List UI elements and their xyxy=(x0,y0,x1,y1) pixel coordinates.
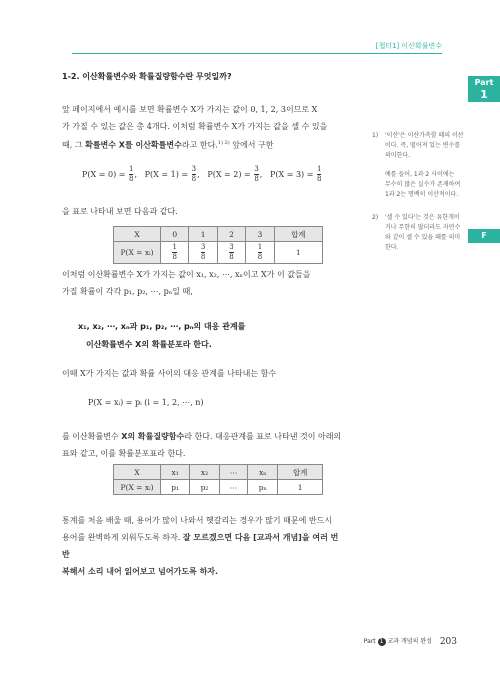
part-tab-number: 1 xyxy=(480,88,488,101)
para5-text-a: 를 이산확률변수 xyxy=(62,432,122,441)
definition-line2: 이산확률변수 X의 확률분포라 한다. xyxy=(86,340,212,349)
denominator: 8 xyxy=(316,175,322,183)
formula-item-1: P(X = 1) = $\frac{3}{8}$ , xyxy=(144,165,205,183)
note-body xyxy=(372,170,464,200)
probability-table xyxy=(113,226,323,264)
table-cell: 합계 xyxy=(278,465,323,480)
table-row-label: P(X = xᵢ) xyxy=(114,480,161,495)
side-note-1 xyxy=(372,131,464,161)
table-row xyxy=(114,242,323,264)
side-note-example xyxy=(372,170,464,200)
note-line: 예를 들어, 1과 2 사이에는 xyxy=(385,171,455,178)
table-cell xyxy=(189,242,217,264)
table-cell xyxy=(217,242,245,264)
para3-line1: 이처럼 이산확률변수 X가 가지는 값이 x₁, x₂, ⋯, xₙ이고 X가 이 값들을 xyxy=(62,270,311,279)
denominator: 8 xyxy=(257,253,263,261)
footer-part-number: 1 xyxy=(378,638,386,646)
note-line: 이다. 즉, 떨어져 있는 변수를 xyxy=(385,142,461,149)
part-tab xyxy=(468,76,500,102)
table-cell xyxy=(246,242,274,264)
table-row xyxy=(114,480,323,495)
note-body xyxy=(372,131,464,161)
para6-text-a: 용어를 완벽하게 외워두도록 하자. xyxy=(62,533,183,542)
denominator: 8 xyxy=(200,253,206,261)
pmf-formula: P(X = xᵢ) = pᵢ (i = 1, 2, ⋯, n) xyxy=(88,398,204,407)
footnote-ref: 1) 2) xyxy=(217,140,230,146)
note-number: 2) xyxy=(372,214,379,221)
para1-text-b: 라고 한다. xyxy=(181,140,218,150)
table-cell: X xyxy=(114,227,161,242)
para3-line2: 가질 확률이 각각 p₁, p₂, ⋯, pₙ일 때, xyxy=(62,287,193,296)
note-line: 거나 무한히 많더라도 자연수 xyxy=(385,224,461,231)
formula-lhs: P(X = 2) = xyxy=(207,169,254,179)
para6-line2 xyxy=(62,529,348,563)
footer-part-label: Part xyxy=(363,638,376,645)
numerator: 1 xyxy=(129,165,134,173)
numerator: 1 xyxy=(257,243,263,251)
fraction xyxy=(254,165,258,184)
denominator: 8 xyxy=(229,253,234,261)
fraction xyxy=(229,243,233,262)
fraction xyxy=(129,165,133,184)
paragraph-2: 을 표로 나타내 보면 다음과 같다. xyxy=(62,207,178,216)
definition-block xyxy=(78,318,245,354)
para1-line2: 가 가질 수 있는 값은 총 4개다. 이처럼 확률변수 X가 가지는 값을 셀 수 있을 xyxy=(62,122,328,131)
header-divider xyxy=(72,53,442,54)
table-header-row xyxy=(114,465,323,480)
table-cell: 0 xyxy=(161,227,189,242)
table-cell: X xyxy=(114,465,161,480)
side-note-2 xyxy=(372,213,464,253)
table-cell: 1 xyxy=(278,480,323,495)
para1-line1: 앞 페이지에서 예시를 보면 확률변수 X가 가지는 값이 0, 1, 2, 3이므로 X xyxy=(62,105,318,114)
note-body xyxy=(372,213,464,253)
para1-text-c: 앞에서 구한 xyxy=(229,140,274,150)
note-number: 1) xyxy=(372,132,379,139)
probability-distribution-table xyxy=(113,464,323,495)
note-line: 1과 2는 명백히 이산적이다. xyxy=(385,191,459,198)
numerator: 3 xyxy=(229,243,234,251)
fraction xyxy=(258,243,262,262)
table-cell: p₂ xyxy=(190,480,219,495)
table-cell: 1 xyxy=(274,242,322,264)
formula-item-0: P(X = 0) = $\frac{1}{8}$ , xyxy=(82,165,143,183)
page-number: 203 xyxy=(439,636,457,647)
para1-bold: 확률변수 X를 이산확률변수 xyxy=(85,140,182,150)
denominator: 8 xyxy=(254,175,259,183)
paragraph-4: 이때 X가 가지는 값과 확률 사이의 대응 관계를 나타내는 함수 xyxy=(62,369,277,378)
para6-bold-2: 복해서 소리 내어 읽어보고 넘어가도록 하자. xyxy=(62,567,219,576)
para6-line1: 통계를 처음 배울 때, 용어가 많이 나와서 헷갈리는 경우가 많기 때문에 반드시 xyxy=(62,516,333,525)
table-cell: p₁ xyxy=(161,480,190,495)
denominator: 8 xyxy=(172,253,177,261)
numerator: 1 xyxy=(172,243,177,251)
note-line: 와 같이 셀 수 있을 때를 의미 xyxy=(385,234,461,241)
table-cell: x₂ xyxy=(190,465,219,480)
note-line: 의미한다. xyxy=(385,152,411,159)
table-cell: 2 xyxy=(217,227,245,242)
fraction xyxy=(192,165,196,184)
numerator: 1 xyxy=(316,165,322,173)
footer-title: 교과 개념의 완성 xyxy=(387,638,432,645)
formula-lhs: P(X = 3) = xyxy=(269,169,316,179)
fraction xyxy=(172,243,176,262)
para6-bold: 잘 모르겠으면 다음 [교과서 개념]을 여러 번 반 xyxy=(62,533,339,559)
para1-line3 xyxy=(62,135,348,154)
formula-lhs: P(X = 0) = xyxy=(82,169,128,179)
para1-text-a: 때, 그 xyxy=(62,140,86,150)
para5-bold: X의 확률질량함수 xyxy=(121,432,185,441)
denominator: 8 xyxy=(191,175,197,183)
formula-lhs: P(X = 1) = xyxy=(144,169,191,179)
paragraph-1 xyxy=(62,101,348,154)
note-line: '셀 수 있다'는 것은 유한개이 xyxy=(385,214,460,221)
page-footer xyxy=(364,636,457,647)
note-line: 한다. xyxy=(385,244,399,251)
table-cell: 합계 xyxy=(274,227,322,242)
table-cell: 1 xyxy=(189,227,217,242)
note-line: 무수히 많은 실수가 존재하여 xyxy=(385,181,461,188)
formula-item-2: P(X = 2) = $\frac{3}{8}$ , xyxy=(207,165,268,183)
para5-line2: 표와 같고, 이를 확률분포표라 한다. xyxy=(62,449,186,458)
paragraph-5 xyxy=(62,428,348,462)
note-line: '이산'은 이산가측할 때의 이산 xyxy=(385,132,464,139)
f-tab: F xyxy=(468,229,500,243)
definition-line1: x₁, x₂, ⋯, xₙ과 p₁, p₂, ⋯, pₙ의 대응 관계를 xyxy=(78,322,246,331)
section-title: 1-2. 이산확률변수와 확률질량함수란 무엇일까? xyxy=(62,72,232,81)
table-cell: x₁ xyxy=(161,465,190,480)
table-cell: xₙ xyxy=(248,465,278,480)
table-cell xyxy=(161,242,189,264)
numerator: 3 xyxy=(191,165,197,173)
table-cell: pₙ xyxy=(248,480,278,495)
part-tab-label: Part xyxy=(474,78,494,87)
numerator: 3 xyxy=(200,243,206,251)
para6-line3 xyxy=(62,563,348,580)
fraction xyxy=(317,165,321,184)
para5-line1 xyxy=(62,428,348,445)
table-cell: 3 xyxy=(246,227,274,242)
paragraph-3 xyxy=(62,266,348,300)
paragraph-6 xyxy=(62,512,348,580)
numerator: 3 xyxy=(254,165,259,173)
fraction xyxy=(201,243,205,262)
denominator: 8 xyxy=(129,175,134,183)
formula-item-3 xyxy=(269,165,322,183)
probability-formula-line xyxy=(82,165,322,184)
table-cell: ⋯ xyxy=(219,480,248,495)
para5-text-b: 라 한다. 대응관계를 표로 나타낸 것이 아래의 xyxy=(184,432,342,441)
table-row-label: P(X = xᵢ) xyxy=(114,242,161,264)
chapter-header: [챕터1] 이산확률변수 xyxy=(375,42,442,50)
table-cell: ⋯ xyxy=(219,465,248,480)
table-header-row xyxy=(114,227,323,242)
